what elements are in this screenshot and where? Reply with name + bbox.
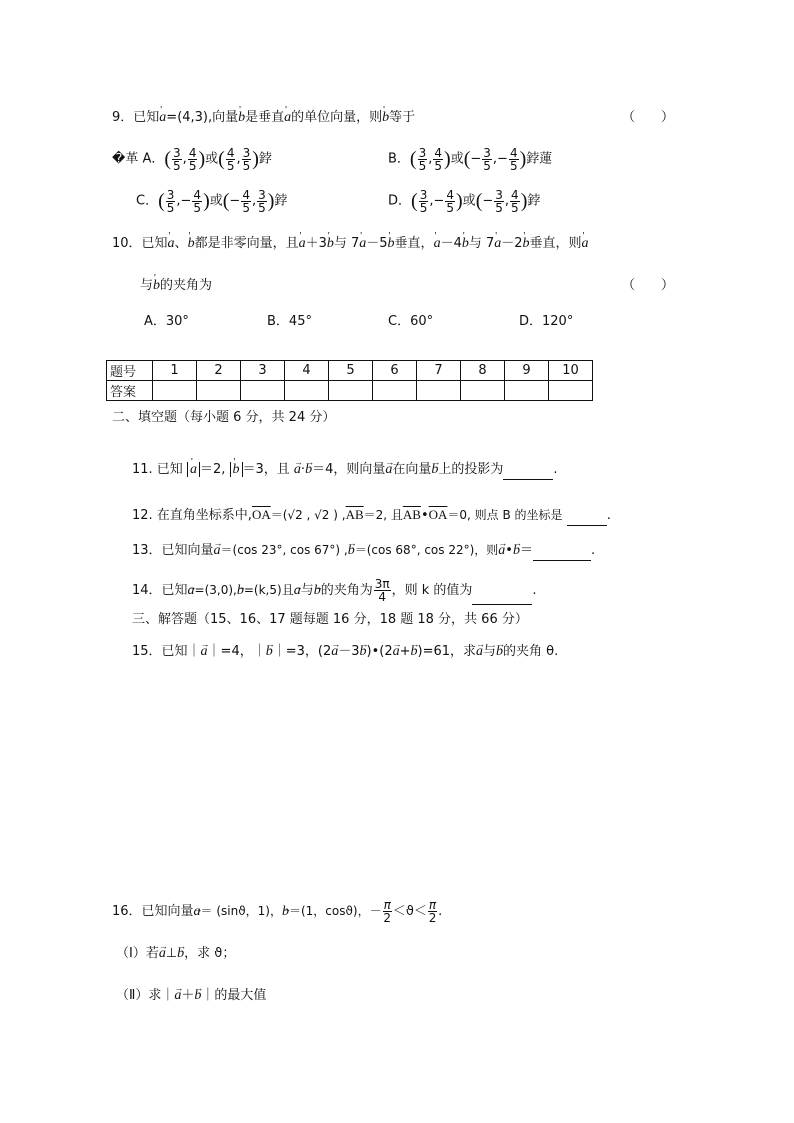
text: 的夹角 θ.	[503, 644, 559, 659]
fraction: $\frac{4}{5}$	[193, 187, 202, 215]
denominator: 4	[378, 590, 386, 604]
paren: (	[222, 190, 230, 212]
option-label: B．	[388, 151, 410, 167]
denominator: 2	[428, 911, 437, 925]
text: 在向量	[392, 462, 432, 477]
vector-a: → a	[194, 904, 201, 919]
answer-cell[interactable]	[153, 381, 197, 401]
vector-a: → a	[294, 583, 301, 598]
table-cell: 4	[285, 361, 329, 381]
answer-cell[interactable]	[417, 381, 461, 401]
text: 12. 在直角坐标系中,	[132, 508, 252, 523]
vector-a: → a	[476, 644, 483, 659]
text: .	[590, 543, 596, 558]
question-10-stem	[112, 234, 589, 254]
table-cell: 9	[505, 361, 549, 381]
fraction: $\frac{4}{5}$	[434, 145, 443, 173]
paren: (	[218, 148, 225, 170]
fraction: $\frac{3}{5}$	[173, 145, 181, 173]
text: 与	[300, 583, 314, 598]
text: 或	[205, 151, 219, 167]
vector-b: ' b	[462, 236, 469, 251]
fraction	[428, 899, 437, 924]
section-3-heading: 三、解答题（15、16、17 题每题 16 分，18 题 18 分，共 66 分）	[132, 612, 528, 627]
vector-ab: $\overline{AB}$	[402, 507, 421, 522]
text: 的单位向量，则	[291, 110, 383, 125]
text: ＝(cos 23°, cos 67°) ,	[220, 543, 348, 557]
vector-b: ' b	[327, 236, 334, 251]
vector-b: → b	[348, 543, 355, 558]
q9-option-a: �革 A．( $\frac{3}{5}$ , $\frac{4}{5}$ )或( $\frac{4}{5}$ , $\frac{3}{5}$ )鋍	[112, 145, 272, 173]
text: .	[438, 904, 443, 919]
vector-b: → b	[305, 462, 312, 477]
vector-oa: $\overline{OA}$	[251, 507, 271, 522]
text: 与	[483, 644, 497, 659]
text: ＝(√2 , √2 ) ,	[270, 508, 346, 522]
text: （Ⅰ）若	[116, 946, 159, 961]
text: ＝0, 则点 B 的坐标是	[447, 508, 563, 522]
vector-b: → b	[177, 946, 184, 961]
norm-b	[230, 462, 243, 477]
fraction	[374, 578, 391, 603]
table-cell: 7	[417, 361, 461, 381]
vector-a: ' a	[168, 236, 175, 251]
question-13	[132, 540, 595, 561]
q10-option-c: C．60°	[388, 314, 434, 329]
paren: (	[463, 148, 471, 170]
fraction: $\frac{4}{5}$	[188, 145, 197, 173]
text: .	[532, 583, 537, 598]
text: •	[505, 543, 513, 558]
vector-oa: $\overline{OA}$	[428, 507, 448, 522]
text: 上的投影为	[438, 462, 504, 477]
text: ｜=4，｜	[207, 644, 266, 659]
text: 或	[462, 193, 476, 209]
vector-b: → b	[237, 583, 244, 598]
text: 都是非零向量，且	[194, 236, 299, 251]
paren: (	[158, 190, 165, 212]
vector-ab: $\overline{AB}$	[345, 507, 364, 522]
text: 14．已知	[132, 583, 188, 598]
vector-a: ' a	[299, 236, 306, 251]
answer-cell[interactable]	[285, 381, 329, 401]
answer-cell[interactable]	[373, 381, 417, 401]
text: 与 7	[333, 236, 360, 251]
paren: (	[411, 190, 418, 212]
fraction	[383, 899, 392, 924]
text: 与 7	[468, 236, 495, 251]
text: ＜ϑ＜	[392, 904, 427, 919]
text: 的夹角为	[160, 278, 213, 293]
numerator: 3π	[374, 577, 390, 591]
vector-a: ' a	[284, 110, 291, 125]
q10-option-a: A．30°	[144, 314, 189, 329]
vector-b: ' b	[382, 110, 389, 125]
section-2-heading: 二、填空题（每小题 6 分，共 24 分）	[112, 410, 336, 425]
text: ＝(cos 68°, cos 22°)，则	[354, 543, 499, 557]
table-cell: 8	[461, 361, 505, 381]
answer-cell[interactable]	[329, 381, 373, 401]
vector-b: ' b	[233, 462, 240, 477]
text: ．已知	[120, 110, 160, 125]
text: ｜=3，(2	[272, 644, 332, 659]
text: （Ⅱ）求｜	[116, 988, 175, 1003]
answer-blank[interactable]	[472, 590, 532, 605]
fraction: $\frac{3}{5}$	[166, 187, 175, 215]
vector-b: → b	[282, 904, 289, 919]
text: －2	[501, 236, 523, 251]
text: 或	[209, 193, 223, 209]
vector-a: → a	[331, 644, 338, 659]
numerator: π	[428, 898, 437, 912]
option-label: D．	[388, 193, 412, 209]
numerator: π	[383, 898, 391, 912]
text: ＋	[181, 988, 195, 1003]
vector-b: → b	[266, 644, 273, 659]
text: •	[420, 508, 429, 523]
vector-a: → a	[498, 543, 505, 558]
answer-table	[106, 360, 593, 401]
text: 鋍	[258, 151, 272, 167]
table-cell: 3	[241, 361, 285, 381]
text: －5	[366, 236, 388, 251]
text: ＝4，则向量	[312, 462, 386, 477]
text: .	[606, 508, 611, 523]
paren: )	[456, 190, 463, 212]
table-cell: 2	[197, 361, 241, 381]
vector-a: ' a	[582, 236, 589, 251]
paren: (	[409, 148, 417, 170]
text: 鋍	[274, 193, 288, 209]
paren: )	[203, 190, 210, 212]
text: 鋍蓮	[526, 151, 553, 167]
text: 与	[140, 278, 154, 293]
vector-a: ' a	[434, 236, 441, 251]
text: ｜的最大值	[201, 988, 267, 1003]
text: －4	[440, 236, 462, 251]
text: ＝	[519, 543, 533, 558]
fraction: $\frac{4}{5}$	[509, 145, 518, 173]
answer-blank[interactable]	[503, 465, 553, 480]
text: 是垂直	[245, 110, 285, 125]
text: 11. 已知	[132, 462, 183, 477]
paren: )	[198, 148, 206, 170]
vector-b: → b	[431, 462, 438, 477]
q10-option-b: B．45°	[267, 314, 312, 329]
option-label: C．	[136, 193, 159, 209]
text: ，则 k 的值为	[391, 583, 473, 598]
question-16-part-2	[116, 986, 266, 1006]
vector-a: → a	[159, 946, 166, 961]
vector-b: ' b	[523, 236, 530, 251]
question-number: 9	[112, 110, 121, 125]
table-cell: 1	[153, 361, 197, 381]
q10-option-d: D．120°	[519, 314, 574, 329]
table-row	[107, 361, 593, 381]
text: 、	[174, 236, 188, 251]
question-10-stem-line2	[140, 276, 212, 296]
text: =(4,3),向量	[166, 110, 239, 125]
text: ⊥	[165, 946, 178, 961]
text: )=61，求	[417, 644, 477, 659]
vector-b: → b	[411, 644, 418, 659]
paren: )	[520, 190, 528, 212]
answer-cell[interactable]	[197, 381, 241, 401]
question-16	[112, 896, 442, 927]
text: 鋍	[527, 193, 541, 209]
vector-a: → a	[393, 644, 400, 659]
question-14	[132, 576, 537, 605]
question-16-part-1	[116, 944, 235, 964]
vector-a: → a	[201, 644, 208, 659]
fraction: $\frac{4}{5}$	[226, 145, 235, 173]
paren: (	[164, 148, 172, 170]
vector-a: → a	[294, 462, 301, 477]
text: 等于	[389, 110, 416, 125]
vector-a: ' a	[190, 462, 197, 477]
text: =(3,0),	[194, 583, 237, 597]
question-9-bracket: （ ）	[622, 110, 675, 125]
text: +	[399, 644, 411, 659]
vector-a: → a	[174, 988, 181, 1003]
vector-b: → b	[314, 583, 321, 598]
vector-b: → b	[496, 644, 503, 659]
fraction: $\frac{3}{5}$	[418, 145, 427, 173]
paren: )	[519, 148, 527, 170]
text: 10．已知	[112, 236, 168, 251]
answer-blank[interactable]	[533, 546, 591, 561]
table-cell: 5	[329, 361, 373, 381]
paren: )	[444, 148, 451, 170]
text: 13．已知向量	[132, 543, 214, 558]
answer-cell[interactable]	[241, 381, 285, 401]
text: )•(2	[366, 644, 393, 659]
vector-b: ' b	[188, 236, 195, 251]
text: 15．已知｜	[132, 644, 201, 659]
vector-a: → a	[188, 583, 195, 598]
text: 的夹角为	[320, 583, 373, 598]
fraction: $\frac{3}{5}$	[419, 187, 428, 215]
vector-b: ' b	[153, 278, 160, 293]
text: ＝3，且	[242, 462, 290, 477]
fraction: $\frac{3}{5}$	[242, 145, 251, 173]
table-cell: 6	[373, 361, 417, 381]
question-9-stem	[112, 108, 415, 128]
option-label: �革 A．	[112, 151, 165, 167]
fraction: $\frac{4}{5}$	[446, 187, 454, 215]
text: 垂直，则	[529, 236, 582, 251]
q9-option-b: B．( $\frac{3}{5}$ , $\frac{4}{5}$ )或(− $\frac{3}{5}$ ,− $\frac{4}{5}$ )鋍蓮	[388, 145, 553, 173]
text: ＝ (sinϑ，1)，	[200, 904, 282, 918]
text: ，求 ϑ；	[184, 946, 236, 961]
text: ＝2, 且	[363, 508, 403, 522]
vector-a: ' a	[359, 236, 366, 251]
table-header-label: 答案	[107, 381, 153, 401]
vector-b: → b	[513, 543, 520, 558]
denominator: 2	[383, 911, 392, 925]
answer-cell[interactable]	[461, 381, 505, 401]
vector-b: ' b	[238, 110, 245, 125]
text: =(k,5)且	[243, 583, 294, 597]
text: .	[553, 462, 558, 477]
table-row	[107, 381, 593, 401]
vector-a: ' a	[159, 110, 166, 125]
fraction: $\frac{3}{5}$	[258, 187, 266, 215]
fraction: $\frac{4}{5}$	[242, 187, 250, 215]
vector-a: → a	[385, 462, 392, 477]
q9-option-c: C．( $\frac{3}{5}$ ,− $\frac{4}{5}$ )或(− $\frac{4}{5}$ , $\frac{3}{5}$ )鋍	[136, 187, 288, 215]
text: 垂直，	[394, 236, 434, 251]
paren: )	[267, 190, 275, 212]
question-15	[132, 642, 558, 662]
table-cell: 10	[549, 361, 593, 381]
text: ＝(1，cosϑ)，－	[288, 904, 382, 918]
fraction: $\frac{4}{5}$	[511, 187, 519, 215]
vector-b: → b	[360, 644, 367, 659]
text: 或	[450, 151, 464, 167]
vector-b: ' b	[388, 236, 395, 251]
fraction: $\frac{3}{5}$	[495, 187, 503, 215]
answer-cell[interactable]	[505, 381, 549, 401]
q9-option-d: D．( $\frac{3}{5}$ ,− $\frac{4}{5}$ )或(− $\frac{3}{5}$ , $\frac{4}{5}$ )鋍	[388, 187, 541, 215]
answer-blank[interactable]	[567, 511, 607, 526]
paren: )	[252, 148, 259, 170]
text: －3	[338, 644, 360, 659]
norm-a	[187, 462, 200, 477]
fraction: $\frac{3}{5}$	[483, 145, 491, 173]
paren: (	[475, 190, 483, 212]
question-11: 11. 已知 ' a ＝2, ' b ＝3，且 → a·→ b＝4，则向量→ a在向量→ b上的投影为 .	[132, 460, 558, 480]
vector-a: → a	[214, 543, 221, 558]
question-12	[132, 505, 611, 526]
table-header-label: 题号	[107, 361, 153, 381]
text: 16．已知向量	[112, 904, 194, 919]
question-10-bracket: （ ）	[622, 278, 675, 293]
text: ＝2,	[199, 462, 226, 477]
vector-a: ' a	[494, 236, 501, 251]
answer-cell[interactable]	[549, 381, 593, 401]
text: ＋3	[305, 236, 327, 251]
vector-b: → b	[194, 988, 201, 1003]
